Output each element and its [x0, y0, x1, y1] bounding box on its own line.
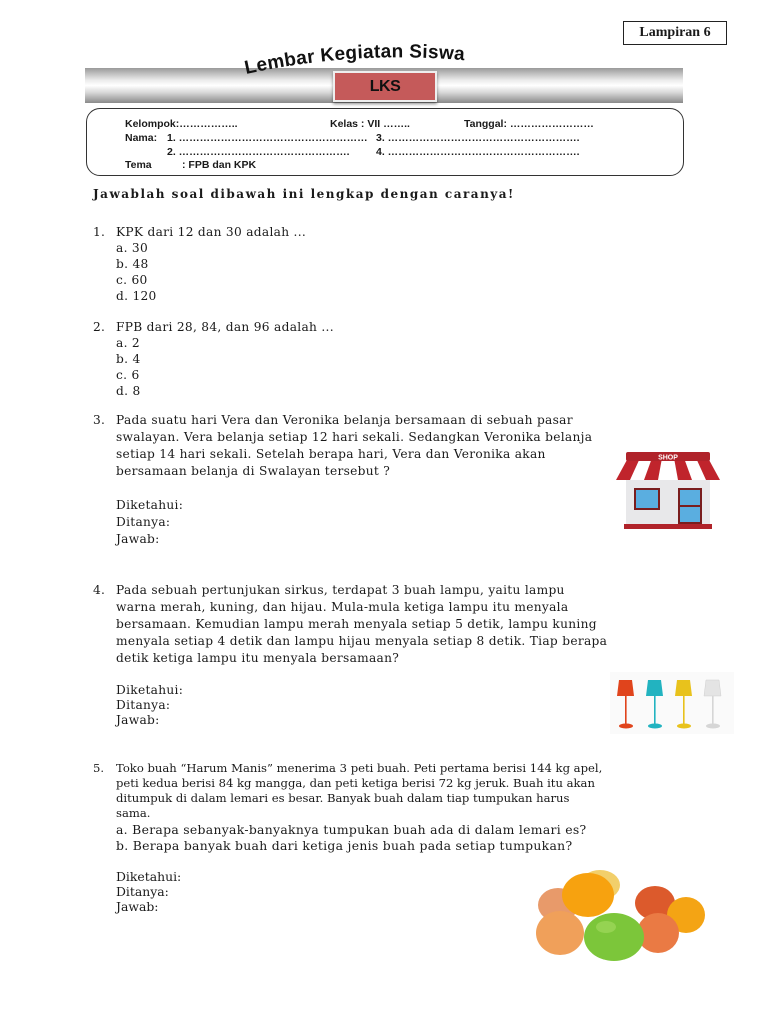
tanggal-field[interactable]: Tanggal: …………………… — [464, 118, 594, 130]
question-line: setiap 14 hari sekali. Setelah berapa hari, Vera dan Veronika akan — [116, 447, 546, 461]
jawab-label: Jawab: — [116, 713, 160, 727]
question-number: 1. — [93, 225, 106, 239]
option-a: a. 30 — [116, 241, 149, 255]
fruits-image — [530, 865, 720, 965]
jawab-label: Jawab: — [116, 532, 160, 546]
lamps-image — [610, 672, 734, 734]
diketahui-label: Diketahui: — [116, 683, 184, 697]
tema-value: : FPB dan KPK — [182, 159, 257, 171]
question-line: bersamaan. Kemudian lampu merah menyala setiap 5 detik, lampu kuning — [116, 617, 597, 631]
option-b: b. 48 — [116, 257, 149, 271]
worksheet-title-text: Lembar Kegiatan Siswa — [242, 41, 466, 78]
question-line: ditumpuk di dalam lemari es besar. Banyak buah dalam tiap tumpukan harus — [116, 791, 570, 805]
question-line: Toko buah “Harum Manis” menerima 3 peti buah. Peti pertama berisi 144 kg apel, — [116, 761, 603, 775]
instruction-text: Jawablah soal dibawah ini lengkap dengan caranya! — [93, 187, 515, 201]
lampiran-label: Lampiran 6 — [623, 21, 727, 45]
option-d: d. 8 — [116, 384, 141, 398]
question-line: Pada sebuah pertunjukan sirkus, terdapat 3 buah lampu, yaitu lampu — [116, 583, 565, 597]
subquestion-b: b. Berapa banyak buah dari ketiga jenis buah pada setiap tumpukan? — [116, 838, 573, 853]
option-c: c. 6 — [116, 368, 140, 382]
shop-icon — [612, 452, 724, 532]
question-line: detik ketiga lampu itu menyala bersamaan? — [116, 651, 400, 665]
nama-field-1[interactable]: 1. ……………………………………………… — [167, 132, 368, 144]
jawab-label: Jawab: — [116, 899, 159, 914]
ditanya-label: Ditanya: — [116, 515, 171, 529]
question-line: bersamaan belanja di Swalayan tersebut ? — [116, 464, 391, 478]
diketahui-label: Diketahui: — [116, 869, 182, 884]
question-number: 3. — [93, 413, 106, 427]
shop-sign: SHOP — [658, 454, 678, 462]
kelompok-field[interactable]: Kelompok:…………….. — [125, 118, 238, 130]
nama-field-4[interactable]: 4. ………………………………………………. — [376, 146, 580, 158]
tema-label: Tema — [125, 159, 152, 171]
nama-field-2[interactable]: 2. …………………………………………. — [167, 146, 350, 158]
nama-label: Nama: — [125, 132, 158, 144]
ditanya-label: Ditanya: — [116, 884, 169, 899]
question-number: 4. — [93, 583, 106, 597]
question-line: swalayan. Vera belanja setiap 12 hari sekali. Sedangkan Veronika belanja — [116, 430, 593, 444]
question-line: Pada suatu hari Vera dan Veronika belanja bersamaan di sebuah pasar — [116, 413, 573, 427]
question-line: peti kedua berisi 84 kg mangga, dan peti ketiga berisi 72 kg jeruk. Buah itu akan — [116, 776, 595, 790]
option-d: d. 120 — [116, 289, 157, 303]
ditanya-label: Ditanya: — [116, 698, 171, 712]
question-line: sama. — [116, 806, 151, 820]
question-text: KPK dari 12 dan 30 adalah ... — [116, 225, 307, 239]
diketahui-label: Diketahui: — [116, 498, 184, 512]
question-number: 5. — [93, 761, 105, 775]
question-number: 2. — [93, 320, 106, 334]
question-text: FPB dari 28, 84, dan 96 adalah ... — [116, 320, 334, 334]
kelas-field[interactable]: Kelas : VII …….. — [330, 118, 410, 130]
question-line: menyala setiap 4 detik dan lampu hijau menyala setiap 8 detik. Tiap berapa — [116, 634, 608, 648]
lks-badge: LKS — [333, 71, 437, 102]
nama-field-3[interactable]: 3. ………………………………………………. — [376, 132, 580, 144]
option-b: b. 4 — [116, 352, 141, 366]
student-info-box — [86, 108, 684, 176]
question-line: warna merah, kuning, dan hijau. Mula-mula ketiga lampu itu menyala — [116, 600, 569, 614]
option-a: a. 2 — [116, 336, 140, 350]
option-c: c. 60 — [116, 273, 148, 287]
subquestion-a: a. Berapa sebanyak-banyaknya tumpukan buah ada di dalam lemari es? — [116, 822, 587, 837]
